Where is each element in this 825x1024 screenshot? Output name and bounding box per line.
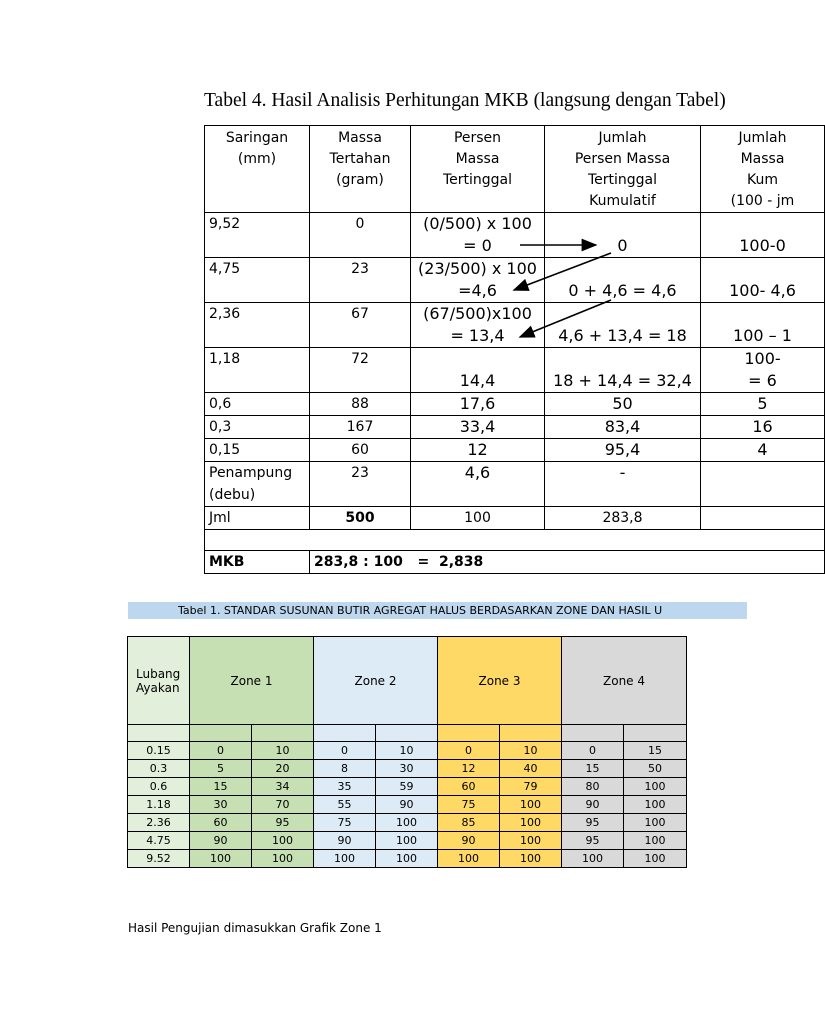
cell-cum: 100 – 1: [701, 303, 825, 348]
sub-cell: [562, 725, 624, 742]
zone-value-cell: 100: [624, 832, 687, 850]
cell-persen: 12: [411, 439, 545, 462]
sieve-size-cell: 0.6: [128, 778, 190, 796]
zone-value-cell: 75: [438, 796, 500, 814]
zone-subheader-row: [128, 725, 687, 742]
sub-cell: [376, 725, 438, 742]
zone-value-cell: 5: [190, 760, 252, 778]
zone-value-cell: 100: [376, 832, 438, 850]
zone-value-cell: 100: [562, 850, 624, 868]
total-label: Jml: [205, 507, 310, 530]
cell-massa: 0: [310, 213, 411, 258]
zone-value-cell: 75: [314, 814, 376, 832]
header-massa-tertahan: Massa Tertahan (gram): [310, 126, 411, 213]
zone-value-cell: 85: [438, 814, 500, 832]
mkb-value: 283,8 : 100 = 2,838: [310, 551, 825, 574]
zone-value-cell: 100: [500, 814, 562, 832]
cell-saringan: 9,52: [205, 213, 310, 258]
sub-cell: [438, 725, 500, 742]
cell-saringan: 0,15: [205, 439, 310, 462]
table-row: [128, 796, 687, 814]
zone-value-cell: 20: [252, 760, 314, 778]
cell-cum: 100- = 6: [701, 348, 825, 393]
zone-value-cell: 100: [500, 850, 562, 868]
sub-cell: [624, 725, 687, 742]
sieve-size-cell: 0.15: [128, 742, 190, 760]
mkb-label: MKB: [205, 551, 310, 574]
zone-value-cell: 34: [252, 778, 314, 796]
zone-value-cell: 100: [252, 850, 314, 868]
zone-value-cell: 10: [500, 742, 562, 760]
cell-jumlah: 0 + 4,6 = 4,6: [545, 258, 701, 303]
zone-value-cell: 15: [624, 742, 687, 760]
cell-cum: 4: [701, 439, 825, 462]
zone-table: [127, 636, 687, 868]
zone-value-cell: 95: [562, 814, 624, 832]
sub-cell: [314, 725, 376, 742]
zone-value-cell: 0: [438, 742, 500, 760]
cell-persen: 33,4: [411, 416, 545, 439]
arrow-icon: [520, 300, 611, 337]
cell-massa: 60: [310, 439, 411, 462]
zone-value-cell: 100: [314, 850, 376, 868]
zone-value-cell: 10: [252, 742, 314, 760]
cell-saringan: Penampung (debu): [205, 462, 310, 507]
zone-value-cell: 90: [376, 796, 438, 814]
table-row: [128, 760, 687, 778]
total-jumlah: 283,8: [545, 507, 701, 530]
header-jumlah-persen: Jumlah Persen Massa Tertinggal Kumulatif: [545, 126, 701, 213]
cell-massa: 23: [310, 258, 411, 303]
table1-title: Tabel 1. STANDAR SUSUNAN BUTIR AGREGAT HALUS BERDASARKAN ZONE DAN HASIL U: [178, 604, 663, 617]
cell-saringan: 2,36: [205, 303, 310, 348]
zone-value-cell: 100: [500, 796, 562, 814]
table4-title: Tabel 4. Hasil Analisis Perhitungan MKB (langsung dengan Tabel): [204, 90, 726, 111]
zone4-header: Zone 4: [562, 637, 687, 725]
cell-saringan: 1,18: [205, 348, 310, 393]
header-jumlah-massa-kum: Jumlah Massa Kum (100 - jm: [701, 126, 825, 213]
zone-value-cell: 100: [624, 850, 687, 868]
cell-jumlah: 4,6 + 13,4 = 18: [545, 303, 701, 348]
cell-jumlah: -: [545, 462, 701, 507]
cell-cum: 5: [701, 393, 825, 416]
zone-value-cell: 15: [562, 760, 624, 778]
zone-value-cell: 100: [624, 814, 687, 832]
sieve-size-cell: 4.75: [128, 832, 190, 850]
table-row: [128, 850, 687, 868]
header-saringan: Saringan (mm): [205, 126, 310, 213]
zone-value-cell: 80: [562, 778, 624, 796]
table1-title-band: [128, 602, 747, 619]
zone-value-cell: 90: [314, 832, 376, 850]
zone2-header: Zone 2: [314, 637, 438, 725]
cell-persen: (67/500)x100 = 13,4: [411, 303, 545, 348]
zone1-header: Zone 1: [190, 637, 314, 725]
zone-value-cell: 0: [314, 742, 376, 760]
zone-value-cell: 90: [562, 796, 624, 814]
cell-persen: 4,6: [411, 462, 545, 507]
cell-persen: (23/500) x 100 =4,6: [411, 258, 545, 303]
zone-value-cell: 100: [438, 850, 500, 868]
zone-value-cell: 0: [190, 742, 252, 760]
zone-value-cell: 90: [190, 832, 252, 850]
zone-value-cell: 100: [624, 796, 687, 814]
zone-value-cell: 95: [252, 814, 314, 832]
zone-value-cell: 100: [376, 814, 438, 832]
sub-cell: [500, 725, 562, 742]
table-row: [128, 814, 687, 832]
zone-value-cell: 95: [562, 832, 624, 850]
arrow-overlay: [204, 125, 768, 580]
cell-persen: 14,4: [411, 348, 545, 393]
cell-saringan: 0,3: [205, 416, 310, 439]
cell-jumlah: 18 + 14,4 = 32,4: [545, 348, 701, 393]
zone3-header: Zone 3: [438, 637, 562, 725]
cell-saringan: 0,6: [205, 393, 310, 416]
cell-cum: 16: [701, 416, 825, 439]
zone-value-cell: 50: [624, 760, 687, 778]
total-massa: 500: [310, 507, 411, 530]
cell-persen: 17,6: [411, 393, 545, 416]
cell-cum: 100- 4,6: [701, 258, 825, 303]
zone-value-cell: 30: [190, 796, 252, 814]
sieve-size-cell: 1.18: [128, 796, 190, 814]
zone-value-cell: 100: [376, 850, 438, 868]
table-row: [128, 832, 687, 850]
zone-value-cell: 35: [314, 778, 376, 796]
zone-value-cell: 55: [314, 796, 376, 814]
zone-value-cell: 12: [438, 760, 500, 778]
cell-jumlah: 95,4: [545, 439, 701, 462]
cell-jumlah: 0: [545, 213, 701, 258]
header-persen-massa: Persen Massa Tertinggal: [411, 126, 545, 213]
zone-value-cell: 59: [376, 778, 438, 796]
cell-saringan: 4,75: [205, 258, 310, 303]
cell-massa: 67: [310, 303, 411, 348]
zone-value-cell: 10: [376, 742, 438, 760]
zone-value-cell: 60: [190, 814, 252, 832]
zone-table-body: [128, 742, 687, 868]
zone-value-cell: 40: [500, 760, 562, 778]
sieve-size-cell: 2.36: [128, 814, 190, 832]
zone-value-cell: 100: [624, 778, 687, 796]
zone-value-cell: 70: [252, 796, 314, 814]
cell-massa: 88: [310, 393, 411, 416]
zone-value-cell: 0: [562, 742, 624, 760]
cell-massa: 23: [310, 462, 411, 507]
zone-value-cell: 90: [438, 832, 500, 850]
table4-container: [204, 125, 796, 580]
arrow-icon: [514, 253, 611, 290]
sub-cell: [128, 725, 190, 742]
zone-value-cell: 30: [376, 760, 438, 778]
cell-cum: 100-0: [701, 213, 825, 258]
zone-value-cell: 100: [190, 850, 252, 868]
sieve-size-cell: 9.52: [128, 850, 190, 868]
zone-header-row: [128, 637, 687, 725]
zone-value-cell: 8: [314, 760, 376, 778]
sub-cell: [252, 725, 314, 742]
sub-cell: [190, 725, 252, 742]
sieve-size-cell: 0.3: [128, 760, 190, 778]
zone-value-cell: 100: [252, 832, 314, 850]
total-persen: 100: [411, 507, 545, 530]
lubang-ayakan-header: Lubang Ayakan: [128, 637, 190, 725]
cell-jumlah: 50: [545, 393, 701, 416]
table-row: [128, 778, 687, 796]
zone-value-cell: 79: [500, 778, 562, 796]
table-row: [128, 742, 687, 760]
cell-persen: (0/500) x 100 = 0: [411, 213, 545, 258]
cell-massa: 167: [310, 416, 411, 439]
cell-jumlah: 83,4: [545, 416, 701, 439]
zone-value-cell: 100: [500, 832, 562, 850]
footer-text: Hasil Pengujian dimasukkan Grafik Zone 1: [128, 921, 382, 935]
zone-value-cell: 60: [438, 778, 500, 796]
cell-massa: 72: [310, 348, 411, 393]
zone-value-cell: 15: [190, 778, 252, 796]
